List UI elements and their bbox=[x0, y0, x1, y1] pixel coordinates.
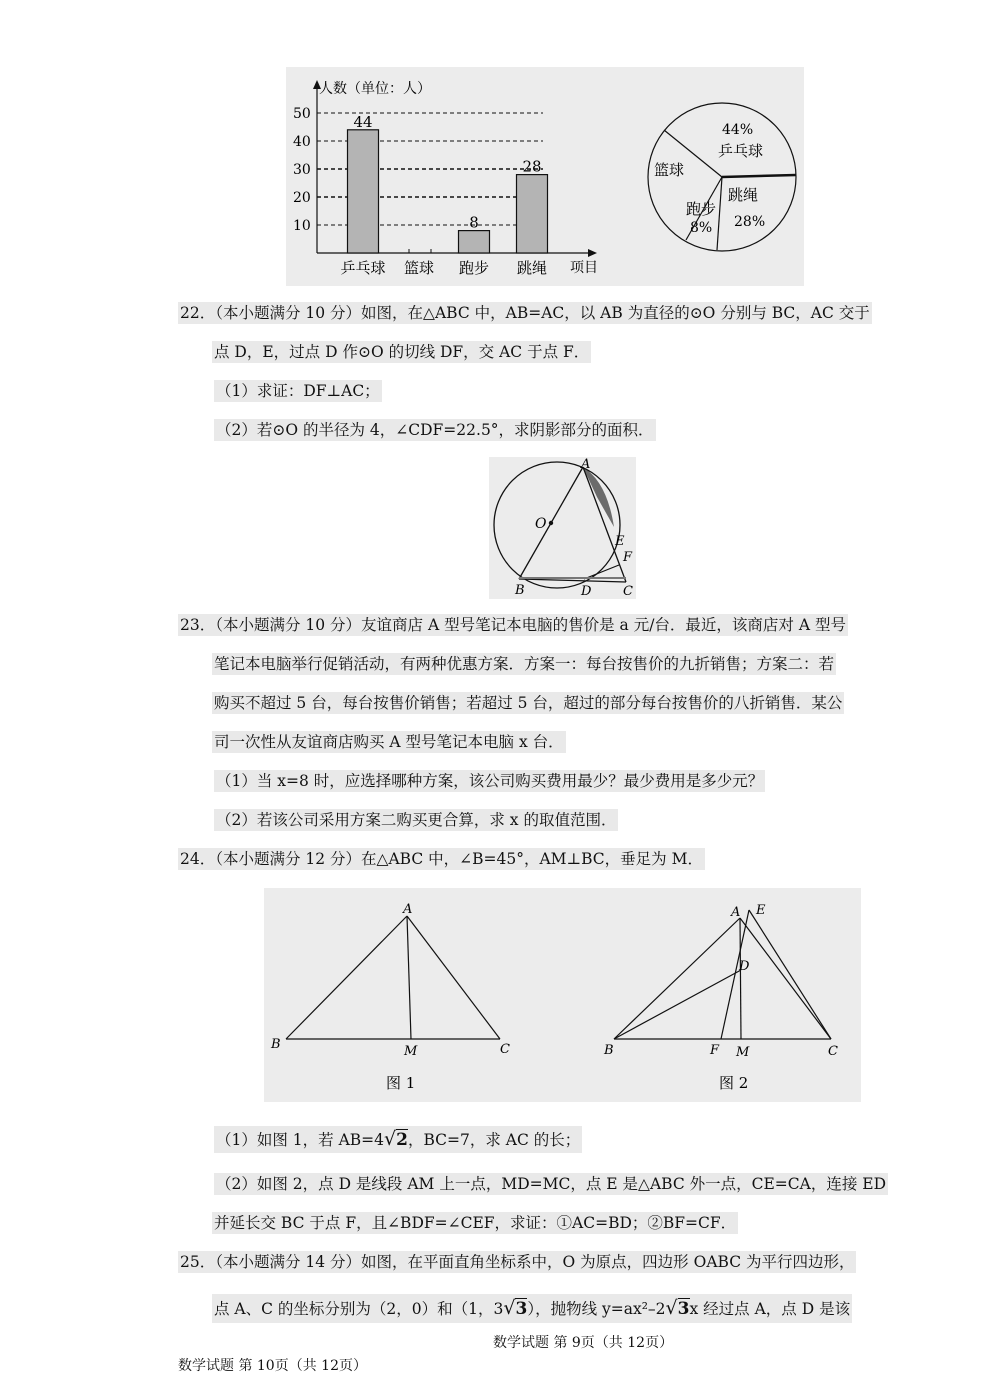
q24-part1 bbox=[214, 1126, 582, 1153]
pie-running-pct: 8% bbox=[690, 220, 713, 236]
bar-value-label: 8 bbox=[469, 213, 479, 232]
q23-line2: 笔记本电脑举行促销活动，有两种优惠方案．方案一：每台按售价的九折销售；方案二：若 bbox=[214, 655, 835, 673]
q24-line1: 24．（本小题满分 12 分）在△ABC 中，∠B=45°，AM⊥BC，垂足为 M． bbox=[180, 850, 703, 868]
category-label: 乒乓球 bbox=[340, 259, 386, 277]
fig2-label-a: A bbox=[731, 905, 741, 920]
fig2-ef bbox=[721, 910, 749, 1039]
category-label: 跑步 bbox=[458, 259, 490, 277]
q23-line3: 购买不超过 5 台，每台按售价销售；若超过 5 台，超过的部分每台按售价的八折销售．某公 bbox=[214, 694, 843, 712]
x-axis-arrow bbox=[588, 249, 597, 257]
fig2-bd bbox=[614, 970, 741, 1039]
bar-chart bbox=[286, 67, 616, 286]
fig2-ab bbox=[614, 918, 740, 1039]
q22-part1: （1）求证：DF⊥AC； bbox=[216, 382, 380, 400]
fig2-label-f: F bbox=[710, 1043, 720, 1058]
fig1-am bbox=[407, 916, 411, 1039]
ytick-label: 10 bbox=[293, 218, 311, 234]
q22-circle-diagram bbox=[489, 457, 636, 599]
segment-df bbox=[584, 565, 619, 579]
sqrt-symbol-1: √ bbox=[503, 1297, 516, 1319]
shaded-region bbox=[583, 467, 614, 527]
label-c: C bbox=[623, 584, 633, 599]
q25-line2 bbox=[212, 1294, 852, 1323]
q24-part2-line1: （2）如图 2，点 D 是线段 AM 上一点，MD=MC，点 E 是△ABC 外一点，CE=CA，连接 ED bbox=[216, 1175, 886, 1193]
bar-value-label: 44 bbox=[353, 112, 373, 131]
circle-o bbox=[494, 462, 620, 588]
label-o: O bbox=[535, 516, 547, 532]
q23-part2: （2）若该公司采用方案二购买更合算，求 x 的取值范围． bbox=[216, 811, 617, 829]
fig1-caption: 图 1 bbox=[386, 1074, 416, 1092]
q22-line1: 22．（本小题满分 10 分）如图，在△ABC 中，AB=AC，以 AB 为直径的⊙O 分别与 BC，AC 交于 bbox=[180, 304, 870, 322]
q23-part1: （1）当 x=8 时，应选择哪种方案，该公司购买费用最少？最少费用是多少元？ bbox=[216, 772, 764, 790]
pie-divider-2 bbox=[722, 175, 796, 177]
q24-fig1 bbox=[264, 888, 544, 1102]
pie-jumprope-label: 跳绳 bbox=[728, 186, 759, 204]
pie-pingpong-label: 乒乓球 bbox=[718, 142, 764, 160]
q25-line2-c: x 经过点 A，点 D 是该 bbox=[689, 1300, 851, 1318]
fig1-label-c: C bbox=[500, 1042, 510, 1057]
q25-sqrt1: 3 bbox=[515, 1299, 528, 1319]
pie-basketball-label: 篮球 bbox=[654, 161, 685, 179]
pie-running-label: 跑步 bbox=[686, 200, 717, 218]
q23-line4: 司一次性从友谊商店购买 A 型号笔记本电脑 x 台． bbox=[214, 733, 564, 751]
footer-left: 数学试题 第 10页（共 12页） bbox=[178, 1358, 367, 1374]
q25-sqrt2: 3 bbox=[677, 1299, 690, 1319]
pie-pingpong-pct: 44% bbox=[722, 122, 754, 138]
center-o-dot bbox=[549, 521, 553, 525]
q24-fig2 bbox=[584, 888, 861, 1102]
fig1-label-b: B bbox=[271, 1037, 281, 1052]
fig2-ac bbox=[740, 918, 831, 1039]
q24-part1-a: （1）如图 1，若 AB=4 bbox=[216, 1131, 385, 1149]
sqrt-symbol: √ bbox=[384, 1128, 397, 1150]
label-b: B bbox=[515, 583, 525, 598]
bar-0 bbox=[348, 130, 379, 253]
q23-line1: 23．（本小题满分 10 分）友谊商店 A 型号笔记本电脑的售价是 a 元/台．最近，该商店对 A 型号 bbox=[180, 616, 846, 634]
label-d: D bbox=[581, 584, 592, 599]
fig1-label-a: A bbox=[403, 902, 413, 917]
q24-part2-line2: 并延长交 BC 于点 F，且∠BDF=∠CEF，求证：①AC=BD；②BF=CF． bbox=[214, 1214, 737, 1232]
q22-line2: 点 D，E，过点 D 作⊙O 的切线 DF，交 AC 于点 F． bbox=[214, 343, 590, 361]
bar-2 bbox=[459, 231, 490, 253]
ytick-label: 20 bbox=[293, 190, 311, 206]
fig2-caption: 图 2 bbox=[719, 1074, 749, 1092]
footer-center: 数学试题 第 9页（共 12页） bbox=[493, 1335, 674, 1351]
category-label: 篮球 bbox=[403, 259, 435, 277]
pie-jumprope-pct: 28% bbox=[734, 214, 766, 230]
label-a: A bbox=[581, 457, 591, 472]
sqrt-symbol-2: √ bbox=[665, 1297, 678, 1319]
chart-ylabel: 人数（单位：人） bbox=[319, 81, 431, 97]
fig1-ab bbox=[286, 916, 407, 1039]
ytick-label: 50 bbox=[293, 106, 311, 122]
fig1-label-m: M bbox=[404, 1044, 418, 1059]
label-e: E bbox=[615, 534, 625, 549]
fig1-ac bbox=[407, 916, 500, 1039]
segment-bc bbox=[519, 579, 626, 582]
q22-part2: （2）若⊙O 的半径为 4，∠CDF=22.5°，求阴影部分的面积． bbox=[216, 421, 654, 439]
label-f: F bbox=[623, 550, 633, 565]
fig2-label-b: B bbox=[604, 1043, 614, 1058]
pie-divider-3 bbox=[717, 177, 722, 250]
fig2-label-c: C bbox=[828, 1044, 838, 1059]
q25-line2-b: ），抛物线 y=ax²–2 bbox=[527, 1300, 666, 1318]
bar-3 bbox=[517, 175, 548, 253]
q24-part1-sqrt: 2 bbox=[396, 1130, 408, 1150]
q24-part1-b: ，BC=7，求 AC 的长； bbox=[407, 1131, 581, 1149]
pie-chart bbox=[640, 90, 805, 265]
q25-line2-a: 点 A、C 的坐标分别为（2，0）和（1，3 bbox=[214, 1300, 504, 1318]
fig2-label-e: E bbox=[756, 903, 766, 918]
fig2-label-m: M bbox=[736, 1045, 750, 1060]
fig2-label-d: D bbox=[739, 959, 750, 974]
q25-line1: 25．（本小题满分 14 分）如图，在平面直角坐标系中，O 为原点，四边形 OABC 为平行四边形， bbox=[180, 1253, 855, 1271]
category-label: 跳绳 bbox=[516, 259, 548, 277]
fig2-am bbox=[740, 918, 741, 1039]
fig2-ec bbox=[749, 910, 831, 1039]
ytick-label: 30 bbox=[293, 162, 311, 178]
ytick-label: 40 bbox=[293, 134, 311, 150]
bar-value-label: 28 bbox=[522, 157, 542, 176]
chart-xlabel: 项目 bbox=[570, 260, 598, 276]
